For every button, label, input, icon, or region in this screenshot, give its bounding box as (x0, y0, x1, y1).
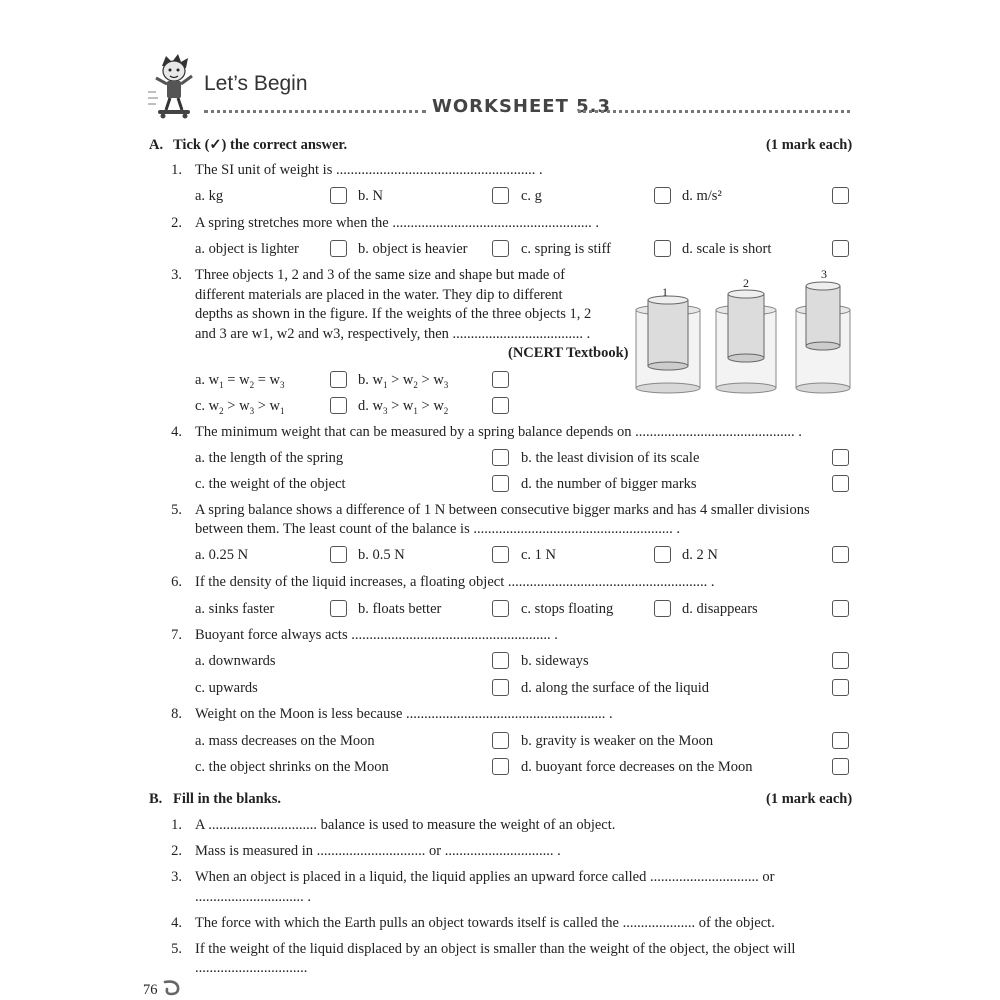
option-label: b. gravity is weaker on the Moon (521, 733, 714, 749)
question-number: 5. (171, 941, 182, 957)
option-label: d. along the surface of the liquid (521, 680, 710, 696)
option-label: c. spring is stiff (521, 241, 611, 257)
answer-checkbox[interactable] (492, 475, 509, 492)
fill-blank-text: The force with which the Earth pulls an object towards itself is called the .................... of the object. (195, 915, 775, 931)
answer-checkbox[interactable] (330, 371, 347, 388)
question-text-line: different materials are placed in the water. They dip to different (195, 287, 563, 303)
dotted-rule-left (204, 108, 426, 113)
question-text: The minimum weight that can be measured by a spring balance depends on ............................................ . (195, 424, 802, 440)
fill-blank-text: Mass is measured in .............................. or .............................. . (195, 843, 561, 859)
answer-checkbox[interactable] (832, 732, 849, 749)
option-label: d. $w_3 > w_1 > w_2$ (358, 398, 449, 416)
option-label: a. 0.25 N (195, 547, 249, 563)
question-text: A spring stretches more when the ....................................................... . (195, 215, 599, 231)
question-text: Weight on the Moon is less because ....................................................... . (195, 706, 613, 722)
answer-checkbox[interactable] (832, 187, 849, 204)
option-label: b. N (358, 188, 383, 204)
answer-checkbox[interactable] (492, 732, 509, 749)
question-text-line: Three objects 1, 2 and 3 of the same size and shape but made of (195, 267, 566, 283)
answer-checkbox[interactable] (330, 546, 347, 563)
fill-blank-text-line: If the weight of the liquid displaced by an object is smaller than the weight of the object, the object will (195, 941, 796, 957)
answer-checkbox[interactable] (492, 546, 509, 563)
option-label: c. 1 N (521, 547, 557, 563)
option-label: c. $w_2 > w_3 > w_1$ (195, 398, 285, 416)
cartoon-boy-skateboard-icon (148, 52, 198, 120)
option-label: a. object is lighter (195, 241, 299, 257)
answer-checkbox[interactable] (492, 449, 509, 466)
option-label: d. m/s² (682, 188, 722, 204)
fill-blank-text-line: When an object is placed in a liquid, the liquid applies an upward force called .............................. or (195, 869, 775, 885)
answer-checkbox[interactable] (832, 475, 849, 492)
question-number: 6. (171, 574, 182, 590)
answer-checkbox[interactable] (330, 600, 347, 617)
lets-begin-heading: Let’s Begin (204, 72, 308, 95)
section-a-letter: A. (149, 137, 164, 153)
figure-label-1: 1 (662, 285, 668, 299)
option-label: d. scale is short (682, 241, 772, 257)
question-number: 7. (171, 627, 182, 643)
option-label: a. mass decreases on the Moon (195, 733, 375, 749)
section-b-letter: B. (149, 791, 163, 807)
answer-checkbox[interactable] (492, 758, 509, 775)
section-a-marks: (1 mark each) (766, 137, 853, 153)
answer-checkbox[interactable] (492, 371, 509, 388)
option-label: c. the weight of the object (195, 476, 346, 492)
option-label: c. g (521, 188, 542, 204)
question-number: 3. (171, 869, 182, 885)
option-label: b. $w_1 > w_2 > w_3$ (358, 372, 449, 390)
option-label: a. downwards (195, 653, 276, 669)
answer-checkbox[interactable] (330, 240, 347, 257)
question-number: 4. (171, 915, 182, 931)
option-label: d. the number of bigger marks (521, 476, 697, 492)
answer-checkbox[interactable] (330, 187, 347, 204)
answer-checkbox[interactable] (832, 679, 849, 696)
question-text: The SI unit of weight is ....................................................... . (195, 162, 543, 178)
option-label: b. sideways (521, 653, 589, 669)
answer-checkbox[interactable] (832, 449, 849, 466)
answer-checkbox[interactable] (832, 240, 849, 257)
question-text-line: and 3 are w1, w2 and w3, respectively, then .................................... . (195, 326, 591, 342)
answer-checkbox[interactable] (492, 240, 509, 257)
option-label: d. disappears (682, 601, 758, 617)
answer-checkbox[interactable] (492, 187, 509, 204)
answer-checkbox[interactable] (654, 600, 671, 617)
question-text: If the density of the liquid increases, a floating object ....................................................... . (195, 574, 715, 590)
answer-checkbox[interactable] (492, 652, 509, 669)
question-number: 3. (171, 267, 182, 283)
answer-checkbox[interactable] (832, 546, 849, 563)
question-number: 1. (171, 162, 182, 178)
option-label: a. $w_1 = w_2 = w_3$ (195, 372, 285, 390)
option-label: a. the length of the spring (195, 450, 344, 466)
option-label: c. stops floating (521, 601, 614, 617)
question-number: 5. (171, 502, 182, 518)
option-label: d. buoyant force decreases on the Moon (521, 759, 753, 775)
answer-checkbox[interactable] (654, 240, 671, 257)
fill-blank-text: A .............................. balance is used to measure the weight of an object. (195, 817, 616, 833)
question-text-line: between them. The least count of the balance is ....................................................... . (195, 521, 680, 537)
fill-blank-text-line: ............................... (195, 960, 308, 976)
option-label: a. kg (195, 188, 224, 204)
source-note: (NCERT Textbook) (508, 345, 629, 361)
fill-blank-text-line: .............................. . (195, 889, 311, 905)
worksheet-title: WORKSHEET 5.3 (432, 96, 612, 117)
answer-checkbox[interactable] (654, 187, 671, 204)
option-label: a. sinks faster (195, 601, 275, 617)
option-label: d. 2 N (682, 547, 718, 563)
question-text: Buoyant force always acts ....................................................... . (195, 627, 558, 643)
figure-label-2: 2 (743, 276, 749, 290)
page-number: 76 (143, 982, 158, 998)
question-text-line: A spring balance shows a difference of 1 N between consecutive bigger marks and has 4 smaller divisions (195, 502, 810, 518)
section-b-heading: Fill in the blanks. (173, 791, 281, 807)
question-number: 1. (171, 817, 182, 833)
answer-checkbox[interactable] (330, 397, 347, 414)
question-text-line: depths as shown in the figure. If the weights of the three objects 1, 2 (195, 306, 592, 322)
question-number: 4. (171, 424, 182, 440)
answer-checkbox[interactable] (492, 397, 509, 414)
answer-checkbox[interactable] (832, 600, 849, 617)
swirl-ornament-icon (162, 978, 182, 998)
answer-checkbox[interactable] (832, 652, 849, 669)
option-label: b. object is heavier (358, 241, 468, 257)
option-label: c. upwards (195, 680, 258, 696)
option-label: c. the object shrinks on the Moon (195, 759, 389, 775)
question-number: 2. (171, 215, 182, 231)
section-b-marks: (1 mark each) (766, 791, 853, 807)
answer-checkbox[interactable] (654, 546, 671, 563)
answer-checkbox[interactable] (492, 600, 509, 617)
dotted-rule-right (578, 108, 850, 113)
answer-checkbox[interactable] (832, 758, 849, 775)
option-label: b. floats better (358, 601, 442, 617)
figure-label-3: 3 (821, 267, 827, 281)
option-label: b. 0.5 N (358, 547, 405, 563)
question-number: 8. (171, 706, 182, 722)
option-label: b. the least division of its scale (521, 450, 700, 466)
question-number: 2. (171, 843, 182, 859)
section-a-heading: Tick (✓) the correct answer. (173, 137, 348, 153)
answer-checkbox[interactable] (492, 679, 509, 696)
